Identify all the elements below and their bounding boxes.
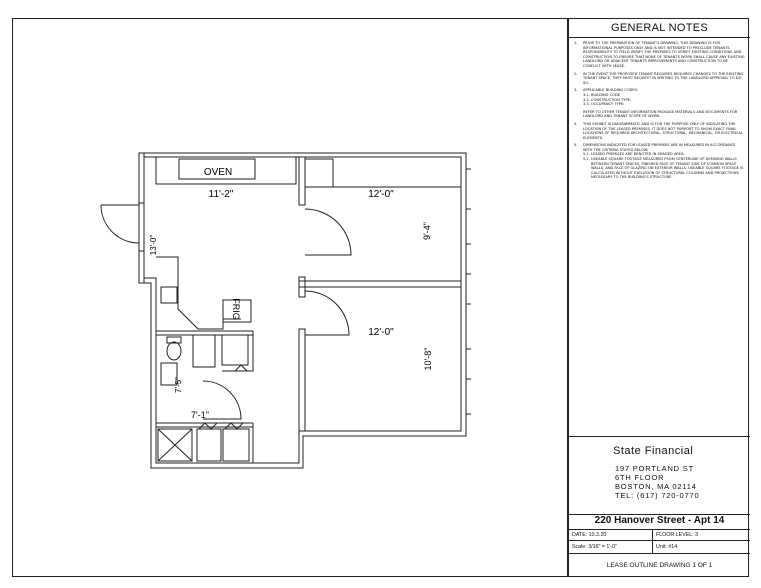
date-cell: DATE: 10.3.20 — [569, 529, 652, 541]
floor-plan — [13, 19, 567, 576]
frig-label: FRIG — [231, 298, 241, 320]
bed2-height-dim: 10'-8" — [423, 347, 433, 371]
bath-width-dim: 7'-1" — [191, 410, 209, 420]
living-height-dim: 13'-0" — [149, 234, 158, 256]
subitem-text: LEASED PREMISES ARE DENOTED IN SHADED AREA. — [591, 152, 685, 157]
subitem-number: 3.3. — [583, 102, 590, 107]
bed2-width-dim: 12'-0" — [368, 327, 394, 338]
kitchen-counter-l — [156, 257, 241, 329]
note-number: 4. — [574, 121, 578, 126]
subitem-number: 5.1. — [583, 152, 590, 157]
wall-segment — [139, 251, 144, 283]
closet — [223, 429, 249, 461]
living-width-dim: 11'-2" — [208, 189, 234, 200]
info-table — [569, 529, 750, 553]
drawing-sheet — [12, 18, 749, 577]
address-line: 6TH FLOOR — [615, 473, 665, 482]
bed1-width-dim: 12'-0" — [368, 189, 394, 200]
note-text: APPLICABLE BUILDING CODES: — [583, 88, 639, 93]
bath-height-dim: 7'-5" — [174, 377, 183, 393]
note-body — [583, 88, 746, 119]
interior-wall — [299, 157, 305, 205]
table-divider — [652, 529, 653, 553]
closet — [222, 335, 248, 365]
oven-label: OVEN — [203, 167, 233, 178]
note-item — [574, 143, 746, 180]
note-text: IN THE EVENT THE PROPOSED TENANT REQUIRES REQUIRES CHANGES TO THE EXISTING TENANT SPACE, THEY MUST REQUEST IN WRITING TO THE LANDLORD APPROVAL TO DO SO. — [583, 71, 744, 85]
general-notes — [574, 41, 746, 183]
floor-plan-svg — [13, 19, 567, 576]
note-text: PRIOR TO THE PREPARATION OF TENANT'S DRAWING, THIS DRAWING IS FOR INFORMATIONAL PURPOSES ONLY AND IS NOT INTENDED TO PRECLUDE TENANTS RESPONSIBILITY TO FIELD VERIFY THE PREMISES TO VERIFY EXISTING CONDITIONS AND CONSTRUCTION TO ENSURE THAT NONE OF TENANTS WORK SHALL CAUSE ANY EXISTING LANDLORD OR ADJACENT TENANTS IMPROVEMENTS AND CONSTRUCTION TO BE CONFLICT WITH LEASE. — [583, 41, 745, 68]
scale-cell: Scale: 3/16" = 1'-0" — [572, 544, 617, 550]
company-name: State Financial — [613, 445, 694, 457]
floor-cell: FLOOR LEVEL: 3 — [653, 529, 750, 541]
wall-segment — [139, 153, 144, 203]
closet — [305, 159, 333, 187]
drawing-label: LEASE OUTLINE DRAWING 1 OF 1 — [569, 553, 750, 577]
note-item — [574, 88, 746, 119]
closet-bifold — [225, 423, 243, 429]
subitem-text: OCCUPANCY TYPE: — [591, 102, 625, 107]
company-address — [615, 464, 699, 500]
note-text: REFER TO OTHER TENANT INFORMATION PACKAGE MATERIALS AND DOCUMENTS FOR LANDLORD AND TENANT SCOPE OF WORK. — [583, 109, 738, 119]
bed1-height-dim: 9'-4" — [422, 222, 432, 240]
subitem-text: USEABLE SQUARE FOOTAGE MEASURED FROM CENTERLINE OF DEMISING WALLS BETWEEN TENANT SPACES, FINISHED FACE OF TENANT SIDE OF COMMON SPACE WALLS, AND FACE OF GLAZING ON EXTERIOR WALLS. USEABLE SQUARE FOOTAGE IS CALCULATED WITHOUT EXCLUSION OF STRUCTURAL COLUMNS AND PROJECTIONS NECESSARY TO THE BUILDING'S STRUCTURE. — [591, 157, 744, 180]
note-subitem — [583, 102, 746, 107]
address-line: BOSTON, MA 02114 — [615, 482, 697, 491]
note-number: 2. — [574, 71, 578, 76]
notes-title: GENERAL NOTES — [569, 19, 750, 38]
note-body — [583, 41, 746, 69]
unit-cell: Unit: #14 — [656, 544, 678, 550]
closet-bifold — [199, 423, 217, 429]
outer-wall — [139, 153, 466, 468]
note-number: 3. — [574, 88, 578, 93]
kitchen-sink — [161, 287, 177, 303]
note-body — [583, 122, 746, 140]
company-phone: TEL: (617) 720-0770 — [615, 491, 700, 500]
note-number: 5. — [574, 143, 578, 148]
company-block — [569, 436, 750, 515]
closet-bifold — [235, 365, 247, 371]
bath-wall — [193, 335, 215, 367]
note-body — [583, 143, 746, 180]
subitem-number: 3.2. — [583, 97, 590, 102]
closet — [197, 429, 221, 461]
bedroom1-door-swing — [305, 209, 351, 255]
subitem-number: 5.2. — [583, 157, 590, 162]
note-item — [574, 122, 746, 140]
interior-wall — [299, 329, 305, 431]
note-number: 1. — [574, 41, 578, 45]
note-text: DIMENSIONS INDICATED FOR LEASED PREMISES ARE IN MEASURED IN ACCORDANCE WITH THE CRITERIA STATED BELOW: — [583, 143, 736, 152]
bedroom2-door-swing — [305, 291, 349, 335]
subitem-text: BUILDING CODE — [591, 92, 620, 97]
note-item — [574, 41, 746, 69]
toilet — [167, 342, 181, 360]
address-line: 197 PORTLAND ST — [615, 464, 694, 473]
note-item — [574, 72, 746, 86]
project-title: 220 Hanover Street - Apt 14 — [569, 513, 750, 530]
entry-door-swing — [101, 205, 139, 243]
subitem-number: 3.1. — [583, 92, 590, 97]
subitem-text: CONSTRUCTION TYPE: — [591, 97, 632, 102]
interior-wall — [299, 281, 461, 287]
note-subitem — [583, 157, 746, 180]
note-body — [583, 72, 746, 86]
title-block — [567, 19, 750, 576]
note-text: THIS EXHIBIT IS DIAGRAMMATIC AND IS FOR THE PURPOSE ONLY OF INDICATING THE LOCATION OF THE LEASED PREMISES. IT DOES NOT PURPORT TO SHOW EXACT FINAL LOCATIONS OF REQUIRED ARCHITECTURAL, STRUCTURAL, MECHANICAL, OR ELECTRICAL ELEMENTS. — [583, 121, 743, 140]
